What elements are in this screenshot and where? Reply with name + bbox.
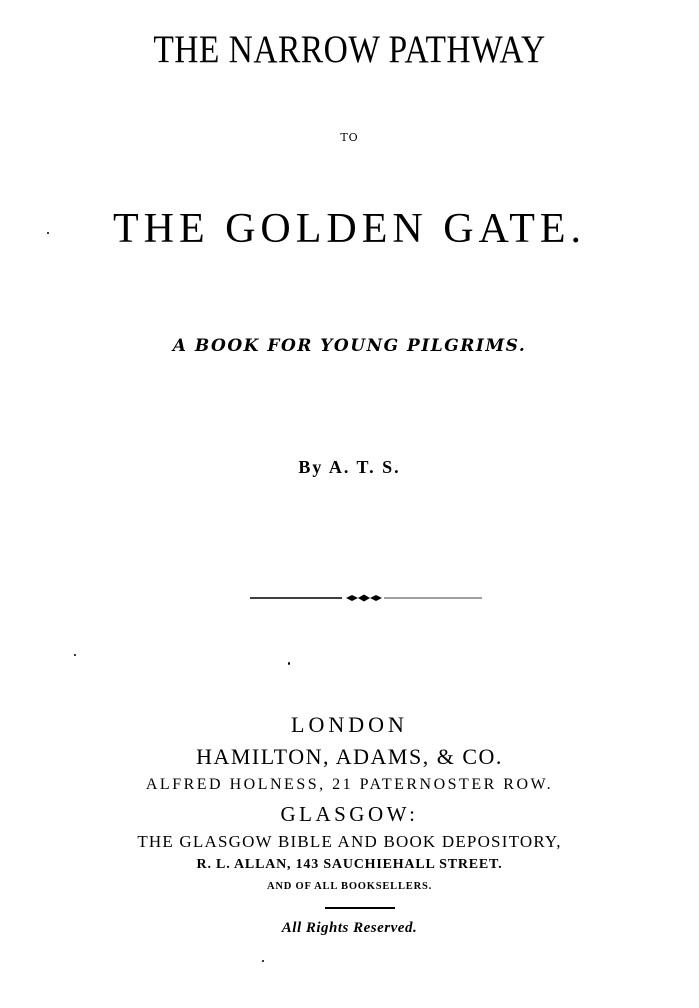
author-line: By A. T. S. <box>298 457 401 477</box>
subtitle: A BOOK FOR YOUNG PILGRIMS. <box>172 336 527 356</box>
title-connector: TO <box>340 131 359 144</box>
title-line-2: THE GOLDEN GATE. <box>112 206 587 252</box>
ornament-diamond-1 <box>346 595 358 601</box>
ornament-diamond-3 <box>370 595 382 601</box>
ornamental-rule <box>250 590 482 606</box>
imprint-publisher-holness: ALFRED HOLNESS, 21 PATERNOSTER ROW. <box>145 776 554 793</box>
rights-notice: All Rights Reserved. <box>281 920 418 936</box>
imprint-city-glasgow: GLASGOW: <box>280 802 419 826</box>
ornament-diamond-2 <box>358 595 370 602</box>
imprint-publisher-hamilton: HAMILTON, ADAMS, & CO. <box>196 744 503 769</box>
print-speck <box>262 960 264 962</box>
imprint-city-london: LONDON <box>291 712 408 737</box>
title-line-1: THE NARROW PATHWAY <box>153 28 546 71</box>
print-speck <box>74 654 76 656</box>
imprint-distribution: AND OF ALL BOOKSELLERS. <box>266 881 433 892</box>
imprint-publisher-allan: R. L. ALLAN, 143 SAUCHIEHALL STREET. <box>196 857 503 872</box>
short-rule <box>325 905 395 911</box>
imprint-publisher-depository: THE GLASGOW BIBLE AND BOOK DEPOSITORY, <box>137 832 562 851</box>
print-speck <box>47 232 49 234</box>
print-speck <box>288 662 290 665</box>
